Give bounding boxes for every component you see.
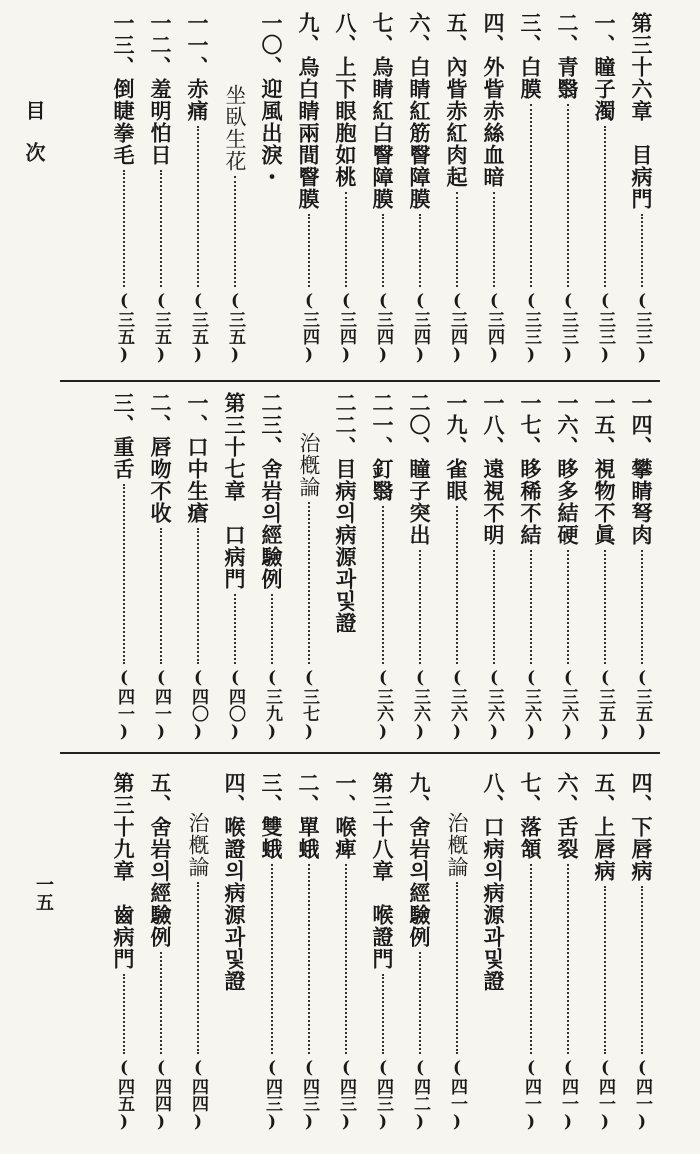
toc-entry	[142, 772, 179, 1134]
leader-dots	[160, 528, 162, 664]
toc-entry	[327, 392, 364, 744]
entry-number: 一〇、	[259, 12, 284, 78]
entry-page: (三六)	[484, 668, 504, 742]
leader-dots	[382, 974, 384, 1054]
entry-text: 倒睫拳毛	[111, 78, 136, 166]
entry-title	[631, 392, 652, 546]
entry-page: (三六)	[447, 668, 467, 742]
entry-title	[224, 392, 245, 590]
entry-title	[446, 392, 467, 502]
entry-title	[113, 392, 134, 480]
entry-text: 烏白睛兩間瞖膜	[296, 56, 321, 210]
entry-text: 喉證門	[370, 904, 395, 970]
entry-text: 瞳子突出	[407, 458, 432, 546]
leader-dots	[345, 192, 347, 287]
toc-entry	[290, 392, 327, 744]
entry-number: 九、	[407, 772, 432, 816]
leader-dots	[419, 952, 421, 1054]
toc-entry	[623, 392, 660, 744]
entry-page: (三三)	[558, 291, 578, 365]
entry-page: (四〇)	[225, 668, 245, 742]
toc-entry	[512, 772, 549, 1134]
toc-entry	[179, 12, 216, 367]
leader-dots	[271, 864, 273, 1054]
leader-dots	[123, 484, 125, 664]
toc-entry	[623, 772, 660, 1134]
entry-text: 羞明怕日	[148, 78, 173, 166]
entry-number: 二、	[555, 12, 580, 56]
entry-title	[409, 12, 430, 210]
leader-dots	[308, 502, 310, 664]
entry-title	[557, 392, 578, 546]
leader-dots	[604, 550, 606, 664]
entry-page: (四三)	[299, 1058, 319, 1132]
entry-title	[483, 12, 504, 188]
toc-entry	[327, 772, 364, 1134]
toc-entry	[475, 772, 512, 1134]
entry-number: 七、	[518, 772, 543, 816]
leader-dots	[123, 974, 125, 1054]
entry-title	[113, 772, 134, 970]
entry-number: 七、	[370, 12, 395, 56]
entry-number: 六、	[407, 12, 432, 56]
toc-section-2	[50, 392, 660, 744]
entry-number: 九、	[296, 12, 321, 56]
entry-number: 第三十七章	[222, 392, 247, 502]
entry-number: 四、	[222, 772, 247, 816]
entry-text: 眵稀不結	[518, 458, 543, 546]
toc-entry	[549, 12, 586, 367]
entry-number: 一七、	[518, 392, 543, 458]
entry-number: 一、	[592, 12, 617, 56]
leader-dots	[271, 594, 273, 664]
entry-number: 第三十八章	[370, 772, 395, 882]
entry-title	[631, 12, 652, 210]
entry-title	[187, 392, 208, 524]
entry-title	[298, 432, 319, 498]
entry-number: 一二、	[148, 12, 173, 78]
leader-dots	[123, 170, 125, 287]
toc-entry	[401, 392, 438, 744]
entry-page: (四一)	[558, 1058, 578, 1132]
entry-number: 一八、	[481, 392, 506, 458]
entry-number: 五、	[444, 12, 469, 56]
entry-page: (四一)	[447, 1058, 467, 1132]
toc-entry	[216, 12, 253, 367]
entry-number: 八、	[333, 12, 358, 56]
entry-text: 遠視不明	[481, 458, 506, 546]
entry-page: (四一)	[114, 668, 134, 742]
toc-entry	[549, 392, 586, 744]
entry-text: 青翳	[555, 56, 580, 100]
entry-number: 二、	[296, 772, 321, 816]
entry-page: (三五)	[595, 668, 615, 742]
entry-number: 一四、	[629, 392, 654, 458]
leader-dots	[641, 550, 643, 664]
entry-number: 一三、	[111, 12, 136, 78]
entry-title	[520, 392, 541, 546]
entry-title	[261, 772, 282, 860]
entry-text: 白睛紅筋瞖障膜	[407, 56, 432, 210]
entry-title	[335, 12, 356, 188]
toc-entry	[105, 12, 142, 367]
entry-page: (三五)	[225, 291, 245, 365]
toc-section-3	[50, 772, 660, 1134]
toc-entry	[253, 772, 290, 1134]
leader-dots	[530, 864, 532, 1054]
entry-text: 內眥赤紅肉起	[444, 56, 469, 188]
entry-title	[261, 392, 282, 590]
entry-title	[594, 772, 615, 882]
entry-text: 治槪論	[445, 812, 469, 878]
entry-title	[113, 12, 134, 166]
leader-dots	[160, 952, 162, 1054]
entry-number: 二〇、	[407, 392, 432, 458]
entry-page: (四一)	[632, 1058, 652, 1132]
entry-number: 四、	[481, 12, 506, 56]
entry-number: 第三十九章	[111, 772, 136, 882]
entry-text: 舍岩의經驗例	[259, 458, 284, 590]
entry-number: 八、	[481, 772, 506, 816]
leader-dots	[493, 192, 495, 287]
entry-number: 一六、	[555, 392, 580, 458]
entry-page: (四三)	[336, 1058, 356, 1132]
leader-dots	[160, 170, 162, 287]
entry-text: 目病門	[629, 144, 654, 210]
entry-number: 二一、	[370, 392, 395, 458]
entry-number: 一、	[185, 392, 210, 436]
leader-dots	[197, 528, 199, 664]
entry-title	[335, 772, 356, 860]
entry-text: 喉痺	[333, 816, 358, 860]
entry-number: 二、	[148, 392, 173, 436]
entry-page: (三六)	[558, 668, 578, 742]
toc-entry	[327, 12, 364, 367]
entry-text: 迎風出淚・	[259, 78, 284, 188]
toc-entry	[512, 392, 549, 744]
entry-page: (三三)	[521, 291, 541, 365]
entry-text: 口中生瘡	[185, 436, 210, 524]
entry-text: 雀眼	[444, 458, 469, 502]
entry-title	[298, 12, 319, 210]
entry-text: 目病의病源과및證	[333, 458, 358, 634]
entry-page: (四一)	[595, 1058, 615, 1132]
entry-text: 眵多結硬	[555, 458, 580, 546]
entry-page: (三五)	[114, 291, 134, 365]
leader-dots	[234, 176, 236, 287]
toc-entry	[142, 12, 179, 367]
entry-text: 治槪論	[186, 812, 210, 878]
leader-dots	[530, 550, 532, 664]
entry-page: (三六)	[410, 668, 430, 742]
chapter-heading	[216, 392, 253, 744]
entry-text: 喉證의病源과및證	[222, 816, 247, 992]
leader-dots	[530, 104, 532, 287]
entry-title	[187, 12, 208, 122]
toc-entry	[253, 392, 290, 744]
entry-number: 一、	[333, 772, 358, 816]
entry-text: 齒病門	[111, 904, 136, 970]
entry-number: 一五、	[592, 392, 617, 458]
entry-page: (三七)	[299, 668, 319, 742]
toc-entry	[586, 392, 623, 744]
entry-text: 上唇病	[592, 816, 617, 882]
entry-text: 落頷	[518, 816, 543, 860]
entry-text: 舌裂	[555, 816, 580, 860]
entry-number: 二二、	[333, 392, 358, 458]
entry-number: 三、	[259, 772, 284, 816]
toc-entry	[216, 772, 253, 1134]
entry-text: 口病門	[222, 524, 247, 590]
entry-title	[557, 772, 578, 860]
entry-page: (三九)	[262, 668, 282, 742]
entry-number: 二三、	[259, 392, 284, 458]
entry-number: 一九、	[444, 392, 469, 458]
entry-page: (三五)	[188, 291, 208, 365]
leader-dots	[567, 104, 569, 287]
toc-entry	[438, 392, 475, 744]
side-title: 目次	[22, 100, 46, 184]
toc-entry	[438, 772, 475, 1134]
toc-entry	[179, 772, 216, 1134]
entry-title	[335, 392, 356, 634]
entry-text: 外眥赤絲血暗	[481, 56, 506, 188]
toc-section-1	[50, 12, 660, 367]
entry-title	[557, 12, 578, 100]
entry-text: 唇吻不收	[148, 436, 173, 524]
leader-dots	[456, 192, 458, 287]
toc-entry	[142, 392, 179, 744]
toc-entry	[401, 12, 438, 367]
entry-text: 瞳子濁	[592, 56, 617, 122]
entry-title	[187, 812, 208, 878]
toc-entry	[364, 392, 401, 744]
entry-page: (四三)	[262, 1058, 282, 1132]
entry-title	[520, 772, 541, 860]
entry-page: (三六)	[521, 668, 541, 742]
toc-entry	[290, 772, 327, 1134]
toc-entry	[253, 12, 290, 367]
entry-text: 重舌	[111, 436, 136, 480]
leader-dots	[419, 214, 421, 287]
toc-entry	[475, 12, 512, 367]
entry-page: (四一)	[521, 1058, 541, 1132]
toc-entry	[105, 392, 142, 744]
entry-number: 四、	[629, 772, 654, 816]
entry-text: 釘翳	[370, 458, 395, 502]
leader-dots	[197, 126, 199, 287]
leader-dots	[456, 882, 458, 1054]
entry-title	[372, 772, 393, 970]
leader-dots	[234, 594, 236, 664]
entry-number: 三、	[518, 12, 543, 56]
chapter-heading	[105, 772, 142, 1134]
entry-title	[224, 772, 245, 992]
entry-title	[150, 392, 171, 524]
entry-title	[298, 772, 319, 860]
toc-entry	[364, 12, 401, 367]
entry-text: 治槪論	[297, 432, 321, 498]
entry-title	[446, 812, 467, 878]
leader-dots	[382, 214, 384, 287]
entry-title	[483, 772, 504, 992]
entry-page: (三六)	[373, 668, 393, 742]
entry-number: 六、	[555, 772, 580, 816]
leader-dots	[604, 886, 606, 1054]
entry-title	[150, 772, 171, 948]
divider-rule	[60, 752, 660, 754]
entry-page: (四〇)	[188, 668, 208, 742]
entry-text: 雙蛾	[259, 816, 284, 860]
entry-number: 五、	[148, 772, 173, 816]
leader-dots	[382, 506, 384, 664]
entry-number: 第三十六章	[629, 12, 654, 122]
entry-number: 三、	[111, 392, 136, 436]
toc-entry	[512, 12, 549, 367]
entry-text: 赤痛	[185, 78, 210, 122]
entry-title	[224, 84, 245, 172]
entry-page: (三四)	[373, 291, 393, 365]
entry-page: (四五)	[114, 1058, 134, 1132]
entry-text: 舍岩의經驗例	[407, 816, 432, 948]
leader-dots	[345, 864, 347, 1054]
page-number: 一五	[33, 875, 54, 911]
leader-dots	[641, 886, 643, 1054]
entry-text: 舍岩의經驗例	[148, 816, 173, 948]
entry-page: (四一)	[151, 668, 171, 742]
leader-dots	[308, 864, 310, 1054]
entry-text: 下唇病	[629, 816, 654, 882]
entry-page: (三四)	[336, 291, 356, 365]
leader-dots	[604, 126, 606, 287]
entry-page: (三四)	[410, 291, 430, 365]
entry-page: (四二)	[410, 1058, 430, 1132]
entry-number: 五、	[592, 772, 617, 816]
toc-entry	[586, 772, 623, 1134]
toc-entry	[290, 12, 327, 367]
entry-text: 上下眼胞如桃	[333, 56, 358, 188]
entry-text: 坐臥生花	[223, 84, 247, 172]
entry-page: (四四)	[151, 1058, 171, 1132]
entry-page: (三五)	[632, 668, 652, 742]
entry-title	[631, 772, 652, 882]
entry-number: 一一、	[185, 12, 210, 78]
entry-page: (三三)	[595, 291, 615, 365]
leader-dots	[197, 882, 199, 1054]
entry-title	[483, 392, 504, 546]
entry-text: 攀睛弩肉	[629, 458, 654, 546]
toc-entry	[438, 12, 475, 367]
toc-entry	[475, 392, 512, 744]
toc-entry	[549, 772, 586, 1134]
entry-page: (三四)	[484, 291, 504, 365]
chapter-heading	[364, 772, 401, 1134]
entry-page: (三五)	[151, 291, 171, 365]
leader-dots	[419, 550, 421, 664]
chapter-heading	[623, 12, 660, 367]
entry-page: (三三)	[632, 291, 652, 365]
leader-dots	[456, 506, 458, 664]
entry-title	[150, 12, 171, 166]
entry-text: 白膜	[518, 56, 543, 100]
entry-title	[409, 392, 430, 546]
entry-title	[594, 12, 615, 122]
entry-text: 單蛾	[296, 816, 321, 860]
entry-title	[594, 392, 615, 546]
leader-dots	[493, 550, 495, 664]
leader-dots	[567, 550, 569, 664]
leader-dots	[308, 214, 310, 287]
entry-page: (三四)	[299, 291, 319, 365]
leader-dots	[641, 214, 643, 287]
entry-text: 視物不眞	[592, 458, 617, 546]
entry-title	[446, 12, 467, 188]
entry-title	[372, 392, 393, 502]
divider-rule	[60, 380, 660, 382]
entry-title	[520, 12, 541, 100]
entry-title	[372, 12, 393, 210]
entry-page: (四四)	[188, 1058, 208, 1132]
entry-page: (四三)	[373, 1058, 393, 1132]
entry-text: 口病의病源과및證	[481, 816, 506, 992]
toc-entry	[179, 392, 216, 744]
entry-text: 烏睛紅白瞖障膜	[370, 56, 395, 210]
toc-entry	[401, 772, 438, 1134]
entry-page: (三四)	[447, 291, 467, 365]
entry-title	[409, 772, 430, 948]
leader-dots	[567, 864, 569, 1054]
toc-entry	[586, 12, 623, 367]
entry-title	[261, 12, 282, 188]
